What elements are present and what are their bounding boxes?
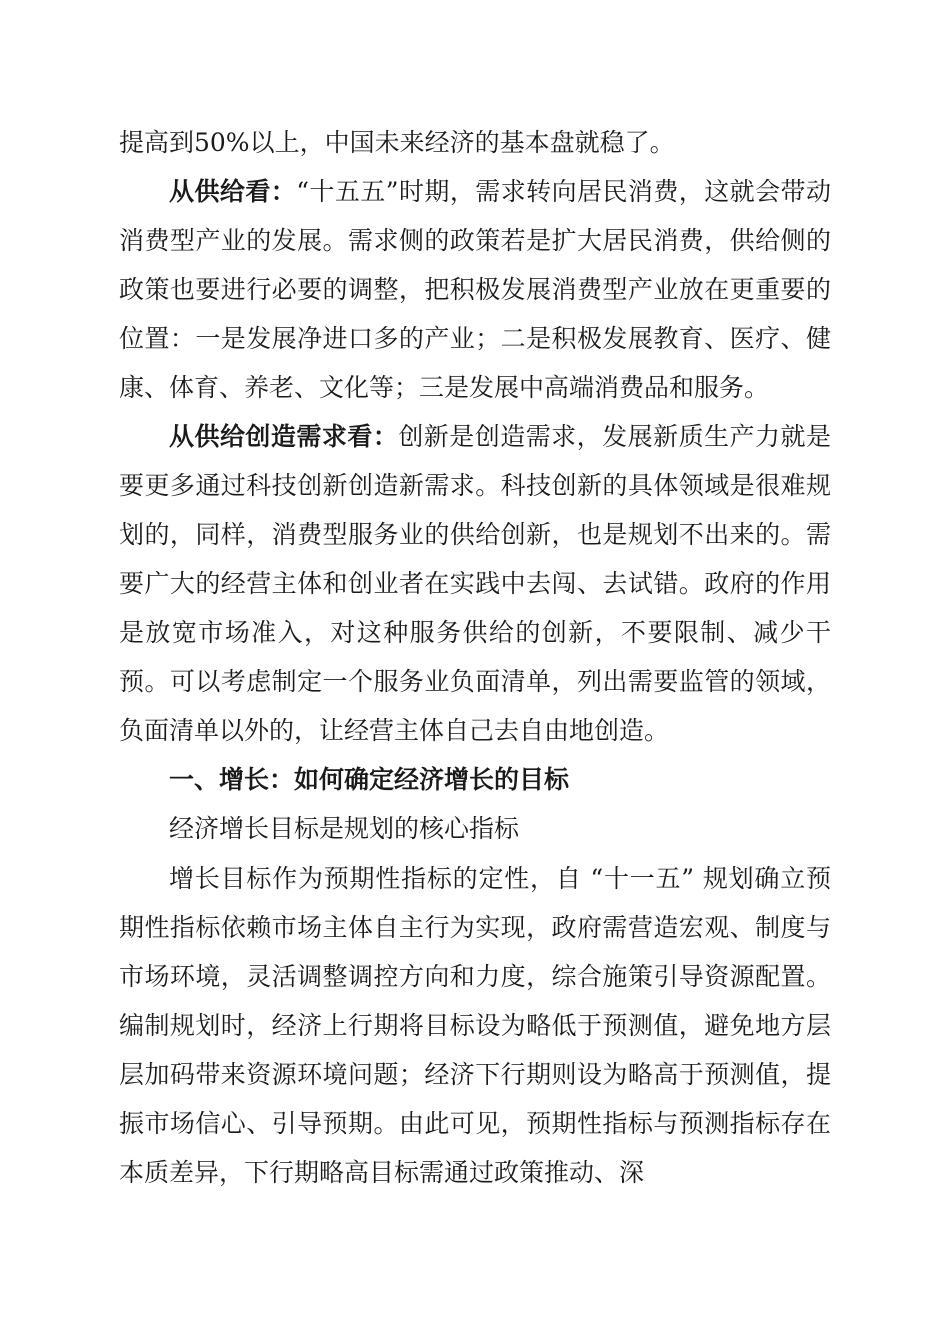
paragraph-text: 创新是创造需求，发展新质生产力就是要更多通过科技创新创造新需求。科技创新的具体领域是很难规划的，同样，消费型服务业的供给创新，也是规划不出来的。需要广大的经营主体和创业者在实践中去闯、去试错。政府的作用是放宽市场准入，对这种服务供给的创新，不要限制、减少干预。可以考虑制定一个服务业负面清单，列出需要监管的领域，负面清单以外的，让经营主体自己去自由地创造。 (119, 422, 831, 745)
sub-heading: 经济增长目标是规划的核心指标 (169, 814, 520, 843)
section-heading: 一、增长：如何确定经济增长的目标 (169, 765, 570, 794)
paragraph-lead: 从供给看： (169, 177, 297, 206)
paragraph-text: “十五五”时期，需求转向居民消费，这就会带动消费型产业的发展。需求侧的政策若是扩大居民消费，供给侧的政策也要进行必要的调整，把积极发展消费型产业放在更重要的位置：一是发展净进口多的产业；二是积极发展教育、医疗、健康、体育、养老、文化等；三是发展中高端消费品和服务。 (119, 177, 831, 402)
paragraph-text: 提高到50%以上，中国未来经济的基本盘就稳了。 (119, 128, 675, 157)
paragraph-lead: 从供给创造需求看： (169, 422, 399, 451)
paragraph-growth-target: 增长目标作为预期性指标的定性，自 “十一五” 规划确立预期性指标依赖市场主体自主行为实现，政府需营造宏观、制度与市场环境，灵活调整调控方向和力度，综合施策引导资源配置。编制规划时，经济上行期将目标设为略低于预测值，避免地方层层加码带来资源环境问题；经济下行期则设为略高于预测值，提振市场信心、引导预期。由此可见，预期性指标与预测指标存在本质差异，下行期略高目标需通过政策推动、深 (119, 864, 831, 1187)
paragraph-supply (119, 167, 831, 412)
paragraph-continuation (119, 118, 831, 167)
document-body (119, 118, 831, 1197)
paragraph-supply-creates-demand (119, 412, 831, 755)
